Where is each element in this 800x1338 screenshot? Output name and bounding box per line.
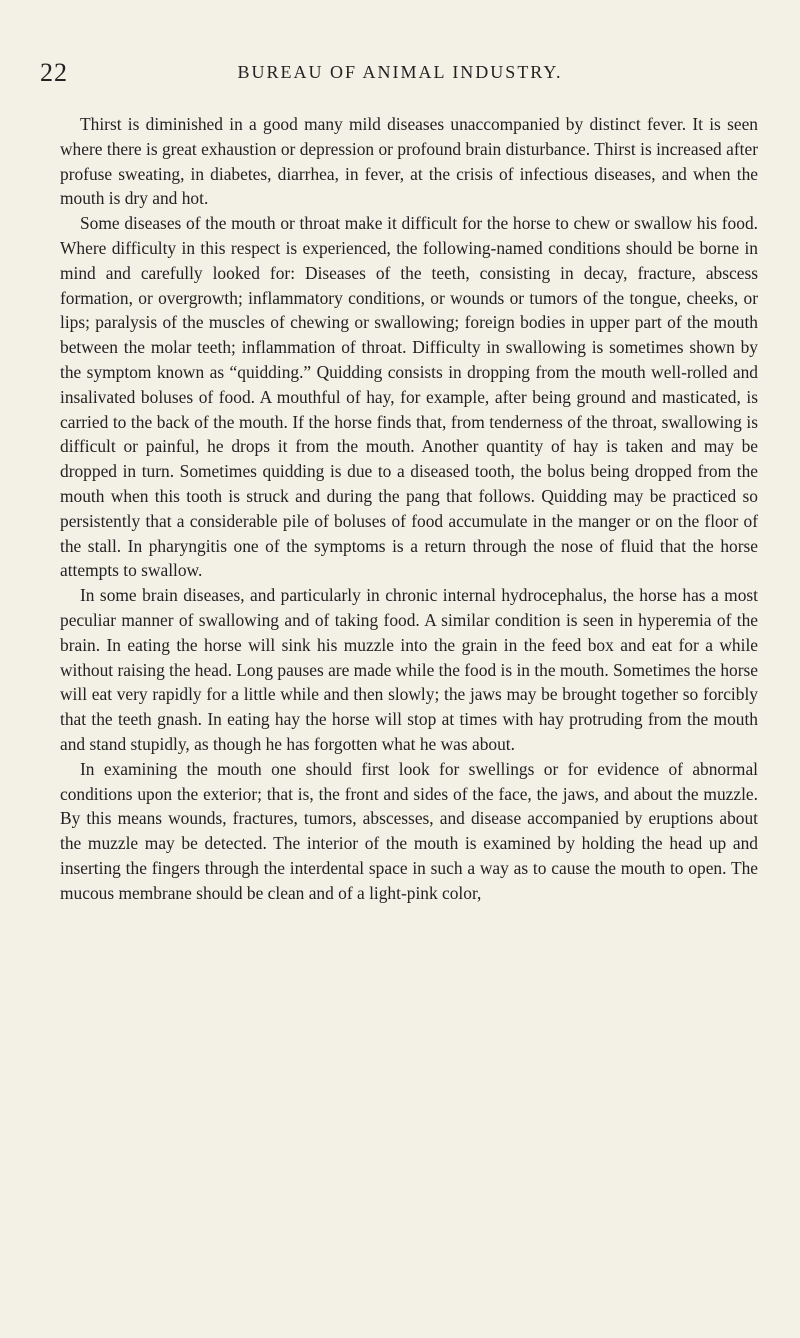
paragraph-thirst: Thirst is diminished in a good many mild diseases unaccompanied by distinct fever. It is seen where there is great exhaustion or depression or profound brain disturbance. Thirst is increased after profuse sweating, in diabetes, diarrhea, in fever, at the crisis of infectious diseases, and when the mouth is dry and hot. — [60, 114, 758, 209]
body-text — [60, 112, 758, 906]
paragraph-examining-mouth: In examining the mouth one should first look for swellings or for evidence of abnormal conditions upon the exterior; that is, the front and sides of the face, the jaws, and about the muzzle. By this means wounds, fractures, tumors, abscesses, and disease accompanied by eruptions about the muzzle may be detected. The interior of the mouth is examined by holding the head up and inserting the fingers through the interdental space in such a way as to cause the mouth to open. The mucous membrane should be clean and of a light-pink color, — [60, 758, 758, 903]
paragraph-brain-diseases: In some brain diseases, and particularly in chronic internal hydrocephalus, the horse has a most peculiar manner of swallowing and of taking food. A similar condition is seen in hyperemia of the brain. In eating the horse will sink his muzzle into the grain in the feed box and eat for a while without raising the head. Long pauses are made while the food is in the mouth. Sometimes the horse will eat very rapidly for a little while and then slowly; the jaws may be brought together so forcibly that the teeth gnash. In eating hay the horse will stop at times with hay protruding from the mouth and stand stupidly, as though he has forgotten what he was about. — [60, 585, 758, 754]
page-header — [40, 58, 760, 88]
running-head: BUREAU OF ANIMAL INDUSTRY. — [237, 62, 563, 82]
paragraph-quidding: Some diseases of the mouth or throat make it difficult for the horse to chew or swallow his food. Where difficulty in this respect is experienced, the following-named conditions should be borne in mind and carefully looked for: Diseases of the teeth, consisting in decay, fracture, abscess formation, or overgrowth; inflammatory conditions, or wounds or tumors of the tongue, cheeks, or lips; paralysis of the muscles of chewing or swallowing; foreign bodies in upper part of the mouth between the molar teeth; inflammation of throat. Difficulty in swallowing is sometimes shown by the symptom known as “quidding.” Quidding consists in dropping from the mouth well-rolled and insalivated boluses of food. A mouthful of hay, for example, after being ground and masticated, is carried to the back of the mouth. If the horse finds that, from tenderness of the throat, swallowing is difficult or painful, he drops it from the mouth. Another quantity of hay is taken and may be dropped in turn. Sometimes quidding is due to a diseased tooth, the bolus being dropped from the mouth when this tooth is struck and during the pang that follows. Quidding may be practiced so persistently that a considerable pile of boluses of food accumulate in the manger or on the floor of the stall. In pharyngitis one of the symptoms is a return through the nose of fluid that the horse attempts to swallow. — [60, 213, 758, 581]
page-number: 22 — [40, 58, 68, 87]
